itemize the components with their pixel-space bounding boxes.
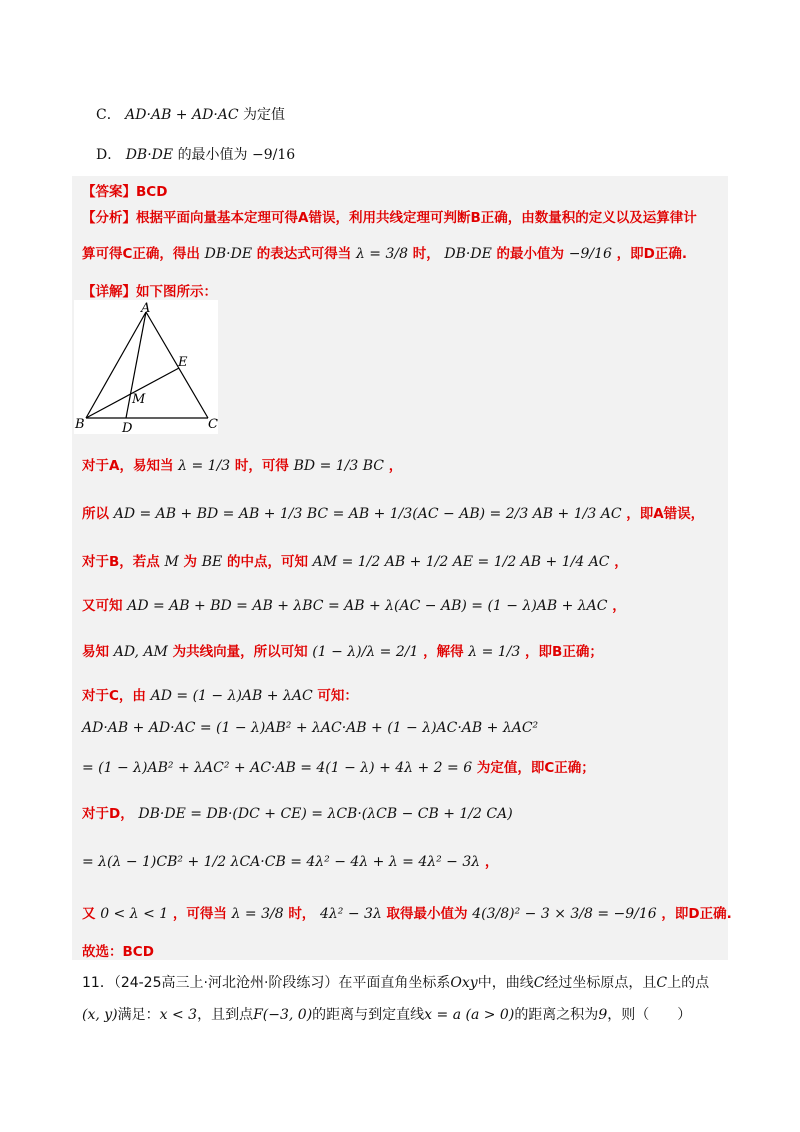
option-d-expr: DB·DE [125,147,174,163]
step-c-2 [82,720,538,736]
analysis-text-2a: 算可得C正确，得出 [82,246,200,262]
q11-text-b: 中，曲线 [477,975,534,991]
step-d1-math: DB·DE = DB·(DC + CE) = λCB·(λCB − CB + 1/2 CA) [138,806,513,822]
choice-text: 故选：BCD [82,944,154,960]
q11-curve-c: C [533,975,545,991]
step-b-3 [82,640,603,660]
step-d2-end: ， [484,854,499,870]
label-c: C [208,417,218,432]
label-d: D [122,421,133,434]
label-m: M [132,392,146,407]
option-c-tail: 为定值 [243,107,286,123]
step-b3-text2: 为共线向量，所以可知 [172,644,308,660]
step-b3-math: AD, AM [113,644,168,660]
option-c-letter: C． [96,107,121,123]
q11-oxy: Oxy [450,975,478,991]
step-b2-end: ， [612,598,626,614]
step-d1-text: 对于D， [82,806,134,822]
step-b3-math3: λ = 1/3 [468,644,521,660]
step-a1-math: λ = 1/3 [178,458,231,474]
q11-text-a: 11．（24-25高三上·河北沧州·阶段练习）在平面直角坐标系 [82,975,451,991]
step-b1-text: 对于B，若点 [82,554,160,570]
step-a1-text: 对于A，易知当 [82,458,174,474]
q11-text-2d: ，且到点 [197,1007,254,1023]
step-b3-text3: ，解得 [423,644,464,660]
step-b-1 [82,550,628,570]
label-e: E [178,355,188,370]
step-b1-text2: 为 [183,554,198,570]
side-ac [146,312,208,418]
q11-text-2b: 满足： [117,1007,160,1023]
step-b2-text: 又可知 [82,598,123,614]
option-d-tail: 的最小值为 −9/16 [177,147,296,163]
question-11-line-1 [82,972,709,992]
step-c-3 [82,756,595,776]
analysis-text-2c: 的表达式可得当 [256,246,352,262]
analysis-math-2b: DB·DE [204,246,253,262]
answer-label: 【答案】 [82,184,136,200]
option-c-expr: AD·AB + AD·AC [125,107,239,123]
step-a2-end: ，即A错误， [626,506,705,522]
detail-label: 【详解】 [82,284,136,300]
answer-line [82,180,167,200]
step-c1-text: 对于C，由 [82,688,146,704]
question-11-line-2 [82,1004,691,1024]
step-b1-math: AM = 1/2 AB + 1/2 AE = 1/2 AB + 1/4 AC [312,554,610,570]
triangle-diagram [74,300,218,434]
step-c-1 [82,684,358,704]
analysis-line-1 [82,206,697,226]
q11-text-2h: 的距离之积为 [514,1007,599,1023]
step-d3-text3: 时， [288,906,316,922]
analysis-math-2h: −9/16 [568,246,612,262]
step-b1-be: BE [201,554,223,570]
label-b: B [75,417,85,432]
q11-cond: x < 3 [159,1007,198,1023]
choice-line [82,940,154,960]
step-d3-text2: ，可得当 [172,906,227,922]
q11-text-2f: 的距离与到定直线 [312,1007,425,1023]
step-a1-math2: BD = 1/3 BC [293,458,384,474]
analysis-text-2g: 的最小值为 [496,246,565,262]
step-d-3 [82,902,732,922]
step-a2-text: 所以 [82,506,109,522]
step-b3-math2: (1 − λ)/λ = 2/1 [312,644,419,660]
q11-product: 9 [598,1007,608,1023]
step-c3-end: 为定值，即C正确； [476,760,595,776]
q11-curve-c2: C [656,975,668,991]
step-d3-math2: 4(3/8)² − 3 × 3/8 = −9/16 [472,906,657,922]
step-d3-range: 0 < λ < 1 [100,906,169,922]
step-a1-text2: 时，可得 [234,458,289,474]
step-c1-math: AD = (1 − λ)AB + λAC [150,688,313,704]
triangle-figure [74,300,218,434]
step-d-1 [82,802,513,822]
option-d-letter: D． [96,147,122,163]
step-d3-text4: 取得最小值为 [386,906,468,922]
q11-focus: F(−3, 0) [253,1007,313,1023]
step-a-1 [82,454,402,474]
step-b-2 [82,594,626,614]
step-b3-end: ，即B正确； [525,644,603,660]
step-d3-math: λ = 3/8 [231,906,284,922]
q11-text-f: 上的点 [667,975,710,991]
step-d3-end: ，即D正确. [661,906,732,922]
step-b1-m: M [164,554,179,570]
answer-value: BCD [136,184,168,200]
step-b3-text: 易知 [82,644,109,660]
detail-line [82,280,217,300]
analysis-text-1: 根据平面向量基本定理可得A错误，利用共线定理可判断B正确，由数量积的定义以及运算律计 [136,210,697,226]
q11-text-d: 经过坐标原点，且 [544,975,657,991]
step-d-2 [82,850,498,870]
step-b1-end: ， [614,554,628,570]
q11-text-2j: ，则（ ） [607,1007,692,1023]
analysis-text-2i: ，即D正确. [616,246,687,262]
analysis-math-2d: λ = 3/8 [355,246,408,262]
option-d [96,144,295,164]
analysis-math-2f: DB·DE [444,246,492,262]
step-d3-text: 又 [82,906,96,922]
step-d2-math: = λ(λ − 1)CB² + 1/2 λCA·CB = 4λ² − 4λ + λ = 4λ² − 3λ [82,854,481,870]
detail-text: 如下图所示： [136,284,217,300]
q11-point: (x, y) [82,1007,118,1023]
step-d3-expr: 4λ² − 3λ [320,906,382,922]
step-b2-math: AD = AB + BD = AB + λBC = AB + λ(AC − AB) = (1 − λ)AB + λAC [127,598,608,614]
step-c2-math: AD·AB + AD·AC = (1 − λ)AB² + λAC·AB + (1 − λ)AC·AB + λAC² [82,720,539,736]
step-b1-text3: 的中点，可知 [226,554,308,570]
step-a-2 [82,502,704,522]
label-a: A [141,301,151,316]
step-a2-math: AD = AB + BD = AB + 1/3 BC = AB + 1/3(AC − AB) = 2/3 AB + 1/3 AC [113,506,622,522]
option-c [96,104,285,124]
analysis-text-2e: 时， [412,246,440,262]
step-c1-end: 可知： [317,688,358,704]
step-a1-end: ， [388,458,403,474]
q11-line-eq: x = a (a > 0) [424,1007,515,1023]
analysis-line-2 [82,242,687,262]
analysis-label: 【分析】 [82,210,136,226]
step-c3-math: = (1 − λ)AB² + λAC² + AC·AB = 4(1 − λ) + 4λ + 2 = 6 [82,760,473,776]
